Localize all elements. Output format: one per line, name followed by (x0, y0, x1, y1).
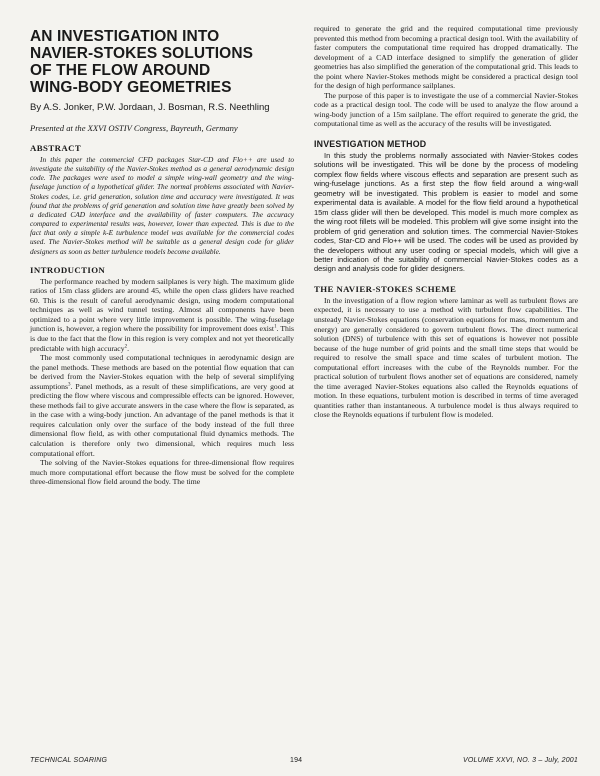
text-run: . This is due to the fact that the flow in this region is very complex and not yet theoretically predictable with high accuracy (30, 324, 295, 353)
title-line: AN INVESTIGATION INTO (30, 28, 220, 45)
investigation-paragraph: In this study the problems normally associated with Navier-Stokes codes solutions will be investigated. This will be done by the process of modeling complex flow fields where viscous effects and separation are present such as wing-fuselage junctions. As a first step the flow field around a wing-wall geometry will be investigated. This problem is easier to model and some experimental data is available. A model for the flow field around a hypothetical 15m class glider will then be developed. This model is much more complex as the wing root fillets will be modeled. This problem will give some insight into the problem of grid generation and solution times. The commercial Navier-Stokes codes, Star-CD and Flo++ will be used. The codes will be used as provided by the developers without any user coding or special models, which will give a better indication of the suitability of commercial Navier-Stokes codes as a design and analysis code for glider designers. (314, 151, 578, 274)
presented-at: Presented at the XXVI OSTIV Congress, Bayreuth, Germany (30, 123, 238, 133)
navier-stokes-paragraph: In the investigation of a flow region where laminar as well as turbulent flows are expected, it is necessary to use a method with turbulent flow capabilities. The unsteady Navier-Stokes equations (conservation equations for mass, momentum and energy) are generally considered to govern turbulent flows. The direct numerical solution (DNS) of turbulence with this set of equations is however not possible because of the huge number of grid points and the small time steps that would be required to resolve the small space and time scales of turbulent motion. The computational effort increases with the cube of the Reynolds number. For the practical solution of turbulent flows another set of equations are considered, namely the time averaged Navier-Stokes equations also called the Reynolds equations of motion. In these equations, turbulent motion is described in terms of time averaged quantities rather than instantaneous. A turbulence model is thus always required to close the Reynolds equations if turbulent flow is modeled. (314, 295, 578, 420)
left-column (30, 24, 294, 487)
abstract-text: In this paper the commercial CFD packages Star-CD and Flo++ are used to investigate the suitability of the Navier-Stokes method as a general aerodynamic design code. The packages were used to model a simple wing-wall geometry and the wing-fuselage junction of a hypothetical glider. The normal problems associated with Navier-Stokes codes, i.e. grid generation, solution time and accuracy were investigated. It was found that the problems of grid generation and solution time have greatly been solved by a dedicated CAD interface and the availability of faster computers. The accuracy compared to experimental results was, however, lower than expected. This is due to the fact that only a simple k-E turbulence model was available for the commercial codes used. The Navier-Stokes method will be suitable as a general design code for glider designers as soon as better turbulence models become available. (30, 155, 294, 256)
abstract-heading: ABSTRACT (30, 143, 82, 153)
intro-paragraph-5: The purpose of this paper is to investigate the use of a commercial Navier-Stokes code as a practical design tool. The code will be used to analyze the flow around a wing-body junction of a 15m sailplane. The effort required to generate the grid, the computational time as well as the accuracy of the results will be investigated. (314, 90, 578, 129)
page-footer (30, 757, 578, 767)
navier-stokes-heading: THE NAVIER-STOKES SCHEME (314, 283, 457, 294)
page-number: 194 (290, 757, 303, 764)
intro-paragraph-2 (30, 353, 294, 458)
intro-paragraph-3: The solving of the Navier-Stokes equations for three-dimensional flow requires much more computational effort because the flow must be solved for the complete three-dimensional flow field around the body. The time (30, 458, 294, 487)
investigation-heading: INVESTIGATION METHOD (314, 139, 427, 150)
title-line: WING-BODY GEOMETRIES (30, 79, 232, 96)
paper-title (30, 28, 294, 96)
right-column (314, 24, 578, 420)
intro-paragraph-4: required to generate the grid and the required computational time previously prevented this method from becoming a practical design tool. With the availability of faster computers the computational time required has dropped dramatically. The development of a CAD interface designed to simplify the generation of glider geometries has also simplified the generation of the computational grid. This leads to the point where Navier-Stokes methods might be considered a practical design tool for the design of high performance sailplanes. (314, 24, 578, 91)
text-run: The performance reached by modern sailplanes is very high. The maximum glide ratios of 15m class gliders are around 45, while the open class gliders have reached 60. This is the result of careful aerodynamic design, using modern computational techniques as well as wind tunnel testing. Almost all components have been optimized to a point where very little improvement is possible. The wing-fuselage junction is, however, a region where the possibility for improvement does exist (30, 276, 294, 334)
reference-number: 2 (124, 343, 128, 349)
journal-name: TECHNICAL SOARING (30, 757, 108, 764)
title-line: OF THE FLOW AROUND (30, 62, 211, 79)
intro-paragraph-1 (30, 277, 294, 353)
text-run: . Panel methods, as a result of these simplifications, are very good at predicting the flow where viscous and compressible effects can be ignored. However, these methods fail to give accurate answers in the case where the flow is separated, as in the case with a wing-body junction. An advantage of the panel methods is that it requires calculation only over the surface of the body instead of the full three dimensional flow field, as with other computational fluid dynamics methods. The calculation is therefore only two dimensional, which requires much less computational effort. (30, 381, 294, 458)
text-run: . (127, 343, 129, 353)
reference-number: 3 (68, 382, 71, 388)
title-line: NAVIER-STOKES SOLUTIONS (30, 45, 254, 62)
text-run: The most commonly used computational techniques in aerodynamic design are the panel methods. These methods are based on the potential flow equation that can be derived from the Navier-Stokes equation with the help of several simplifying assumptions (30, 353, 294, 391)
authors: By A.S. Jonker, P.W. Jordaan, J. Bosman, R.S. Neethling (30, 102, 270, 113)
issue-info: VOLUME XXVI, NO. 3 – July, 2001 (462, 757, 578, 764)
introduction-heading: INTRODUCTION (30, 264, 106, 275)
reference-number: 1 (274, 324, 277, 330)
